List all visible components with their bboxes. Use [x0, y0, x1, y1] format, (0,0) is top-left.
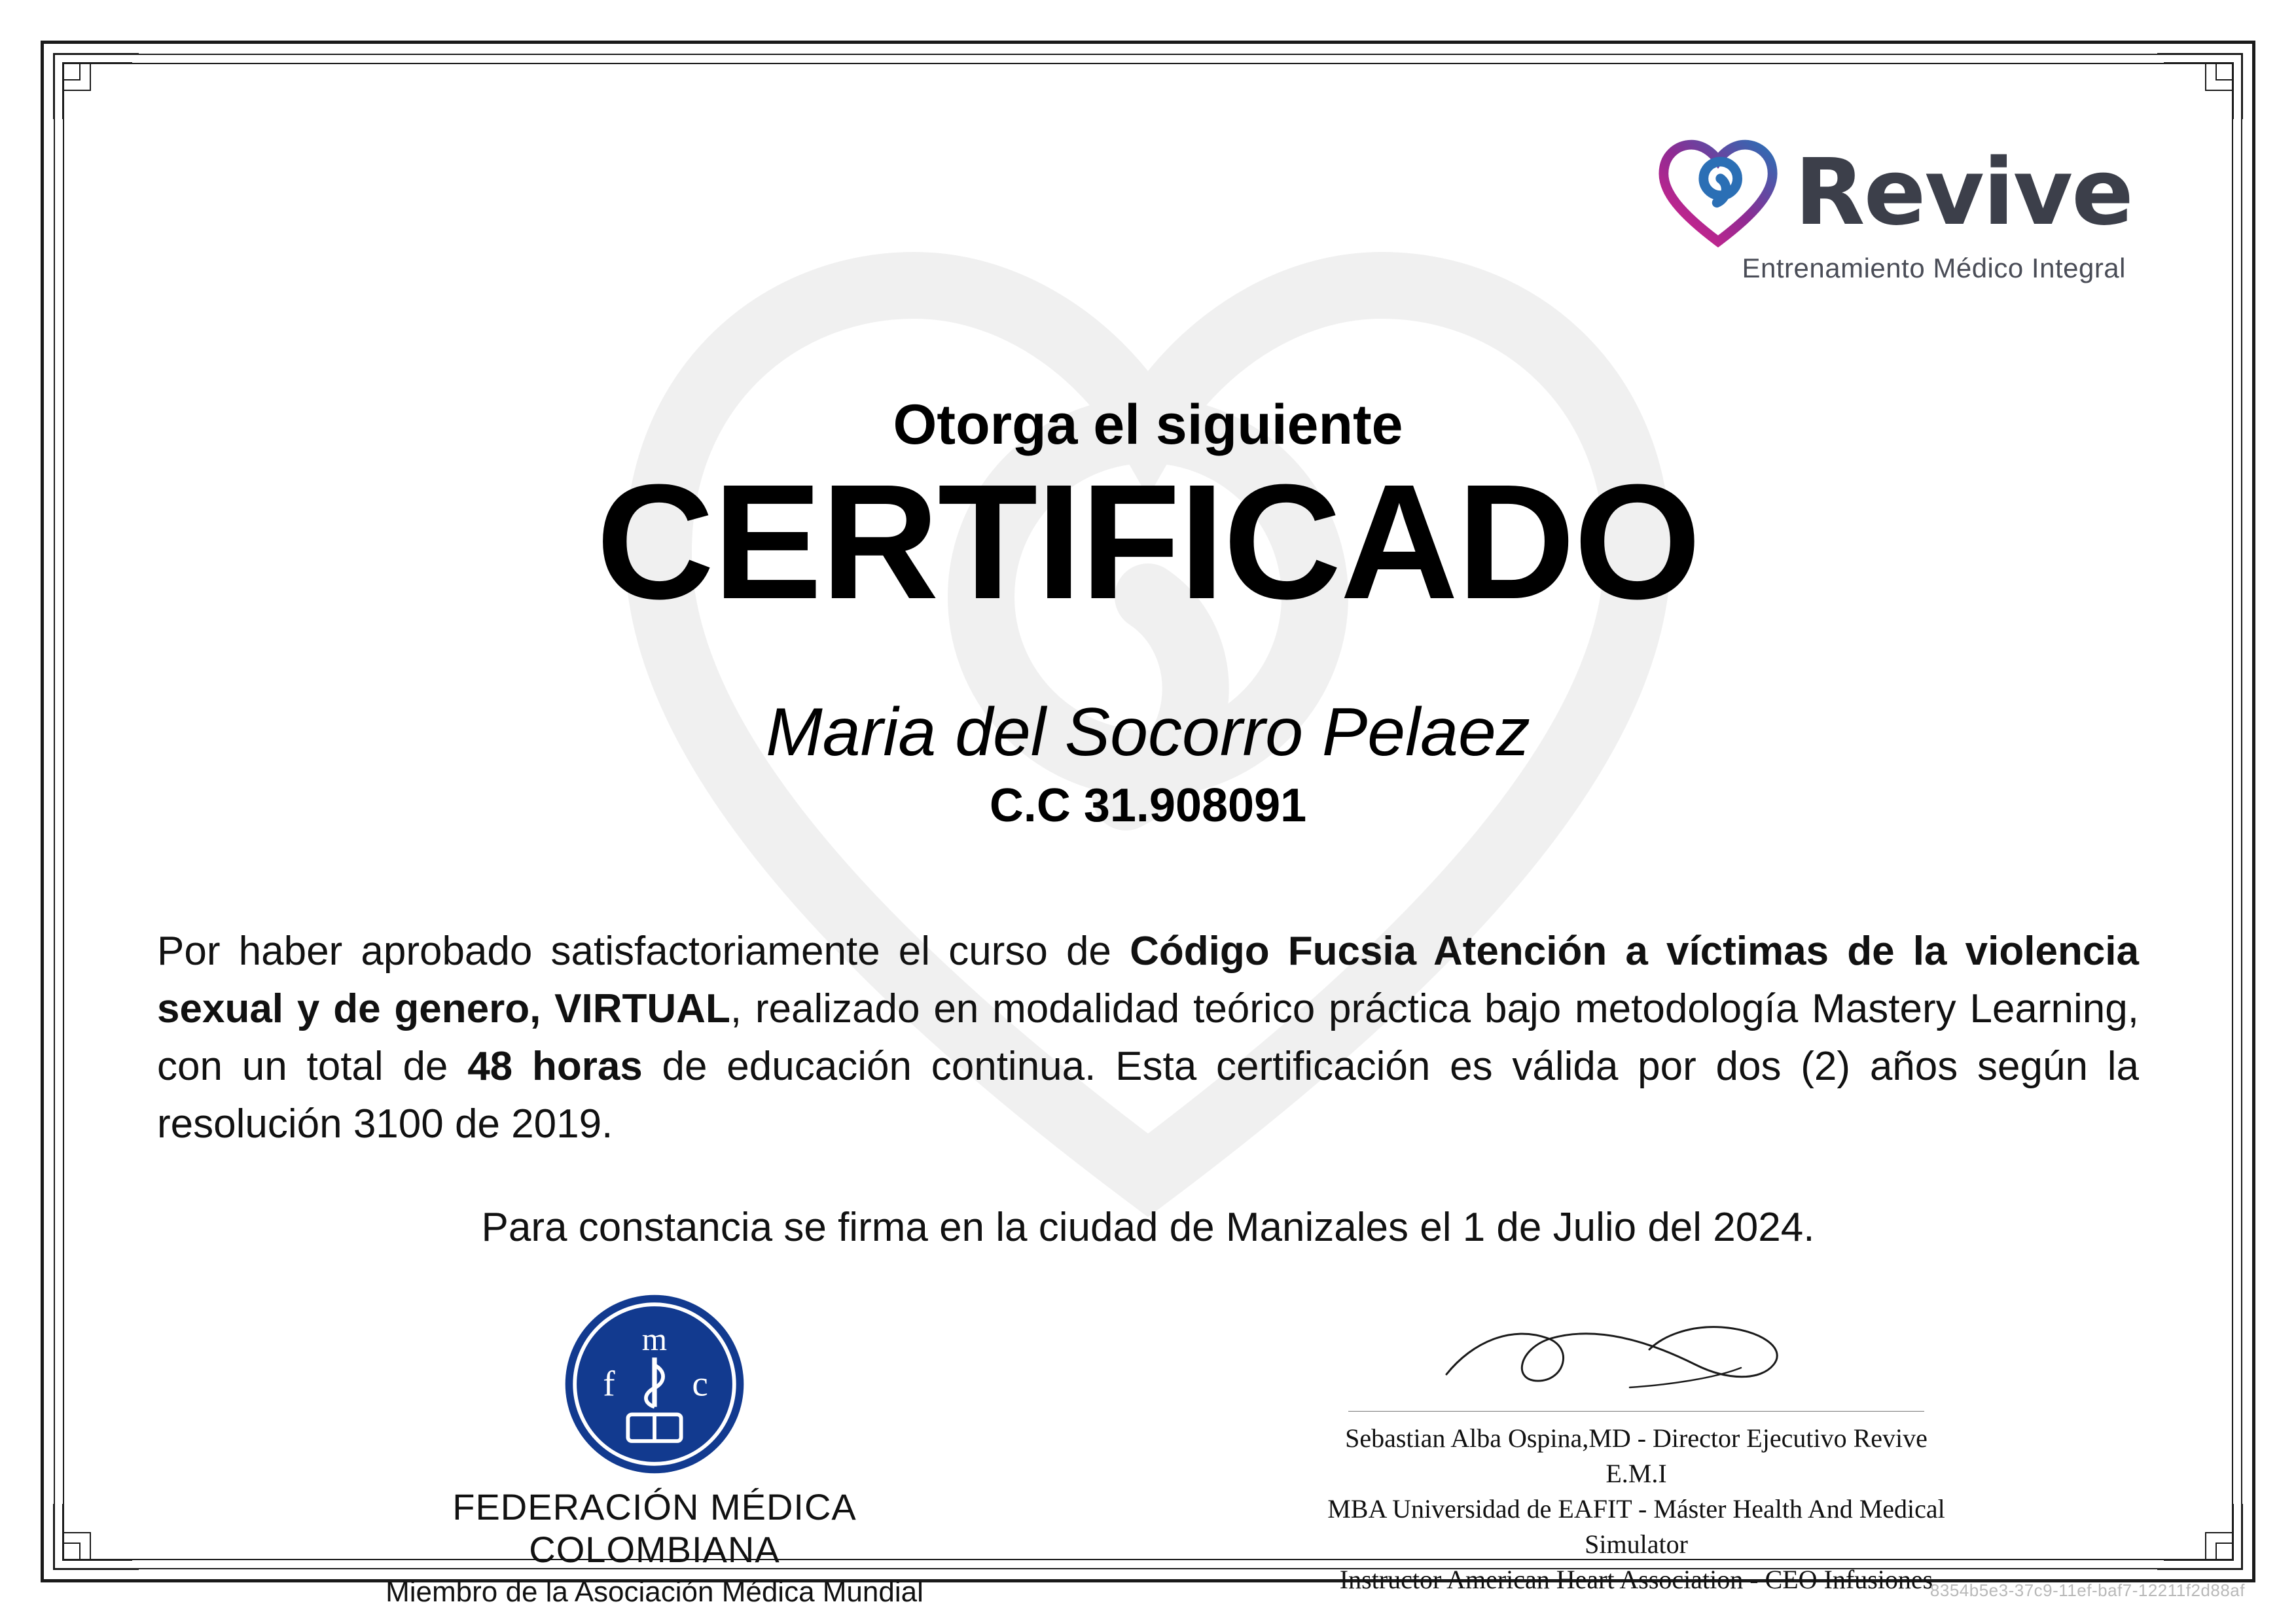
issue-statement: Para constancia se firma en la ciudad de Manizales el 1 de Julio del 2024.	[481, 1205, 1815, 1250]
handwritten-signature-icon	[1433, 1302, 1839, 1407]
federation-subtitle: Miembro de la Asociación Médica Mundial	[386, 1576, 924, 1608]
brand-name: Revive	[1794, 139, 2132, 246]
body-part-3: de educación continua. Esta certificación es válida por dos (2) años según la resolución 3100 de 2019.	[157, 1044, 2140, 1147]
recipient-id: C.C 31.908091	[989, 779, 1307, 832]
body-part-2: , realizado en modalidad teórico práctica bajo metodología Mastery Learning, con un total de	[157, 986, 2139, 1090]
certificate-pretitle: Otorga el siguiente	[893, 393, 1403, 456]
revive-heart-logo-icon	[1656, 137, 1780, 249]
svg-text:f: f	[603, 1363, 615, 1404]
svg-text:m: m	[641, 1321, 668, 1357]
signature-block	[1316, 1302, 1957, 1597]
body-part-1: Por haber aprobado satisfactoriamente el curso de	[157, 929, 1130, 974]
recipient-name: Maria del Socorro Pelaez	[766, 694, 1530, 770]
fmc-seal-icon	[560, 1289, 749, 1479]
signatory-line-1: Sebastian Alba Ospina,MD - Director Ejecutivo Revive E.M.I	[1345, 1423, 1928, 1488]
course-hours: 48 horas	[467, 1044, 643, 1090]
brand-tagline: Entrenamiento Médico Integral	[1742, 253, 2126, 283]
federation-name: FEDERACIÓN MÉDICA COLOMBIANA	[452, 1486, 857, 1570]
federation-seal-block	[360, 1289, 949, 1609]
certificate-body	[157, 923, 2139, 1153]
course-name: Código Fucsia Atención a víctimas de la violencia sexual y de genero, VIRTUAL	[157, 929, 2140, 1032]
document-hash: 8354b5e3-37c9-11ef-baf7-12211f2d88af	[1929, 1580, 2245, 1600]
brand-logo	[1609, 137, 2132, 284]
signatory-line-2: MBA Universidad de EAFIT - Máster Health And Medical Simulator	[1327, 1494, 1945, 1559]
svg-text:c: c	[692, 1363, 708, 1404]
page-title: CERTIFICADO	[596, 450, 1700, 633]
signature-rule	[1348, 1411, 1924, 1412]
signatory-line-3: Instructor American Heart Association - CEO Infusiones	[1339, 1565, 1933, 1594]
